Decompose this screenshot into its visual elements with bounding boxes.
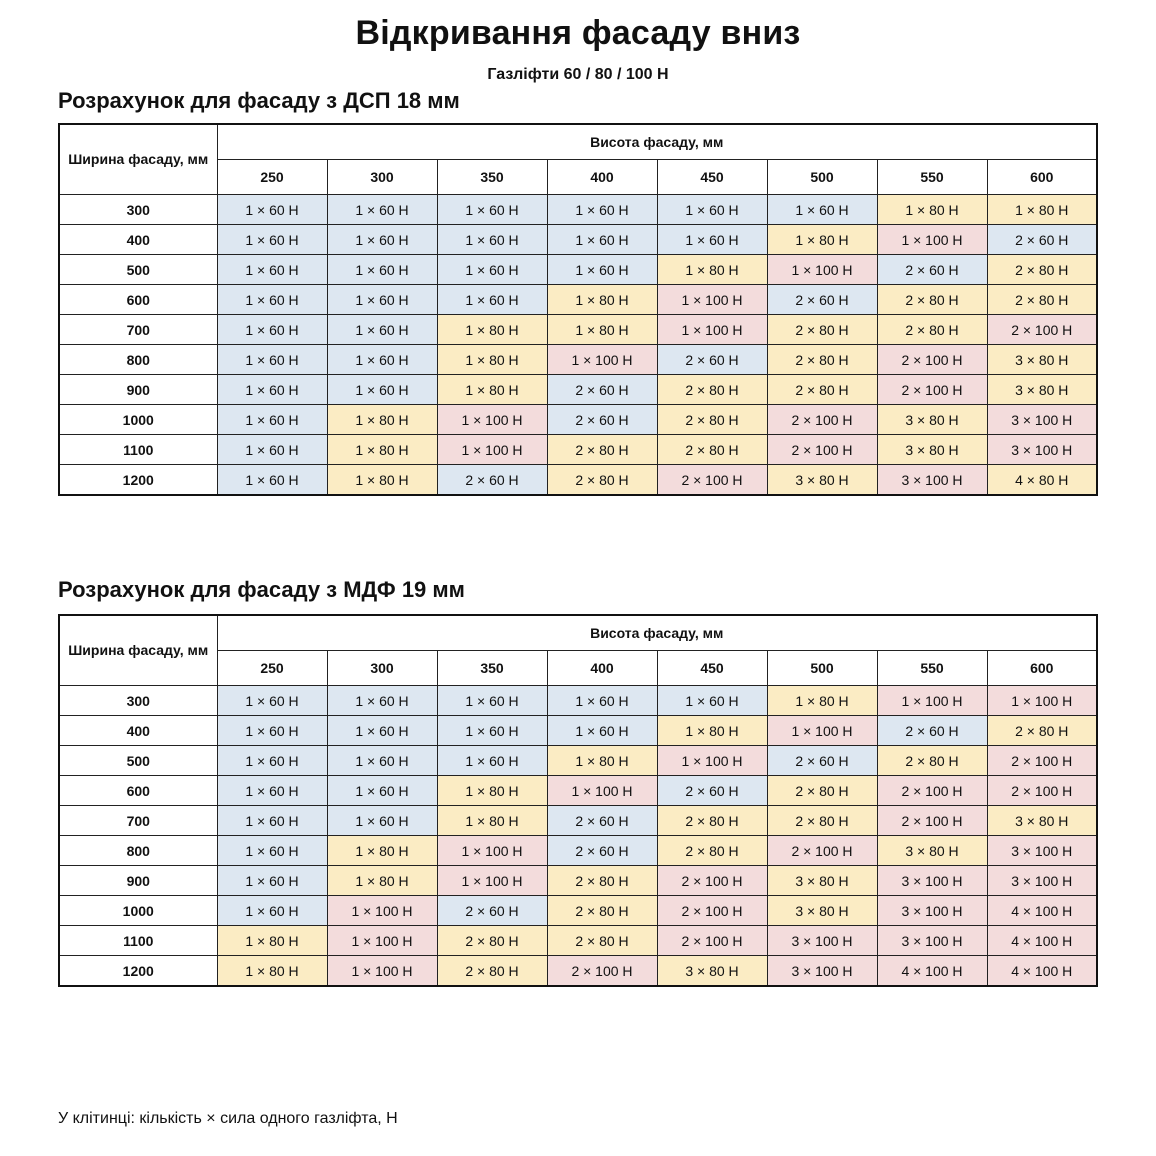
row-header-width: 300 <box>59 686 217 716</box>
column-header-height: 550 <box>877 651 987 686</box>
table-cell: 1 × 60 Н <box>217 776 327 806</box>
section-title-mdf: Розрахунок для фасаду з МДФ 19 мм <box>58 577 465 602</box>
table-cell: 1 × 60 Н <box>437 716 547 746</box>
table-cell: 3 × 80 Н <box>987 345 1097 375</box>
table-cell: 2 × 60 Н <box>987 225 1097 255</box>
table-row <box>59 836 1097 866</box>
table-cell: 1 × 60 Н <box>217 315 327 345</box>
table-cell: 1 × 60 Н <box>657 686 767 716</box>
column-header-height: 350 <box>437 651 547 686</box>
table-cell: 2 × 100 Н <box>657 896 767 926</box>
table-cell: 2 × 80 Н <box>767 776 877 806</box>
table-cell: 1 × 80 Н <box>437 776 547 806</box>
table-cell: 1 × 60 Н <box>217 716 327 746</box>
column-header-height: 400 <box>547 651 657 686</box>
table-cell: 3 × 80 Н <box>767 896 877 926</box>
table-cell: 1 × 60 Н <box>217 375 327 405</box>
column-header-height: 450 <box>657 160 767 195</box>
column-header-height: 350 <box>437 160 547 195</box>
column-header-height: 300 <box>327 651 437 686</box>
table-cell: 1 × 100 Н <box>437 866 547 896</box>
table-row <box>59 866 1097 896</box>
table-cell: 1 × 100 Н <box>547 345 657 375</box>
table-cell: 1 × 100 Н <box>547 776 657 806</box>
table-cell: 1 × 80 Н <box>437 345 547 375</box>
table-cell: 1 × 60 Н <box>217 806 327 836</box>
table-cell: 3 × 100 Н <box>877 926 987 956</box>
table-cell: 2 × 60 Н <box>877 716 987 746</box>
table-row <box>59 806 1097 836</box>
table-cell: 2 × 60 Н <box>767 285 877 315</box>
table-cell: 2 × 100 Н <box>877 375 987 405</box>
table-cell: 2 × 60 Н <box>547 375 657 405</box>
row-header-width: 1200 <box>59 465 217 496</box>
table-cell: 4 × 100 Н <box>987 896 1097 926</box>
table-cell: 2 × 100 Н <box>767 836 877 866</box>
table-cell: 1 × 60 Н <box>547 255 657 285</box>
table-cell: 2 × 80 Н <box>657 375 767 405</box>
table-cell: 1 × 60 Н <box>217 195 327 225</box>
table-cell: 1 × 80 Н <box>327 866 437 896</box>
table-cell: 1 × 60 Н <box>327 746 437 776</box>
table-cell: 1 × 60 Н <box>217 405 327 435</box>
table-cell: 2 × 80 Н <box>767 375 877 405</box>
table-cell: 2 × 80 Н <box>767 345 877 375</box>
table-cell: 1 × 60 Н <box>327 195 437 225</box>
table-cell: 1 × 80 Н <box>657 255 767 285</box>
table-cell: 1 × 80 Н <box>437 315 547 345</box>
row-header-width: 400 <box>59 225 217 255</box>
table-row <box>59 195 1097 225</box>
table-cell: 3 × 100 Н <box>767 956 877 987</box>
table-cell: 4 × 80 Н <box>987 465 1097 496</box>
table-cell: 1 × 60 Н <box>327 716 437 746</box>
column-header-height: 300 <box>327 160 437 195</box>
table-cell: 1 × 100 Н <box>327 896 437 926</box>
table-cell: 1 × 60 Н <box>547 716 657 746</box>
table-cell: 1 × 60 Н <box>437 225 547 255</box>
gas-lift-table-chipboard <box>58 123 1098 496</box>
table-cell: 1 × 100 Н <box>877 686 987 716</box>
header-row-height-title <box>59 615 1097 651</box>
row-header-width: 1100 <box>59 435 217 465</box>
column-header-height: 550 <box>877 160 987 195</box>
table-cell: 1 × 60 Н <box>217 435 327 465</box>
table-cell: 1 × 60 Н <box>437 746 547 776</box>
table-cell: 3 × 80 Н <box>987 375 1097 405</box>
table-cell: 2 × 60 Н <box>767 746 877 776</box>
table-cell: 2 × 60 Н <box>437 465 547 496</box>
table-cell: 2 × 80 Н <box>547 465 657 496</box>
corner-label-width: Ширина фасаду, мм <box>59 124 217 195</box>
table-cell: 1 × 60 Н <box>327 255 437 285</box>
table-cell: 2 × 80 Н <box>657 806 767 836</box>
table-cell: 2 × 100 Н <box>657 866 767 896</box>
table-cell: 2 × 100 Н <box>987 776 1097 806</box>
table-cell: 1 × 80 Н <box>767 686 877 716</box>
row-header-width: 600 <box>59 776 217 806</box>
page-subtitle: Газліфти 60 / 80 / 100 Н <box>487 66 669 83</box>
table-row <box>59 686 1097 716</box>
row-header-width: 900 <box>59 375 217 405</box>
table-cell: 1 × 80 Н <box>547 315 657 345</box>
table-cell: 2 × 100 Н <box>657 465 767 496</box>
table-cell: 1 × 80 Н <box>657 716 767 746</box>
row-header-width: 700 <box>59 315 217 345</box>
row-header-width: 600 <box>59 285 217 315</box>
table-row <box>59 405 1097 435</box>
table-cell: 1 × 80 Н <box>547 746 657 776</box>
table-cell: 2 × 80 Н <box>547 926 657 956</box>
column-header-height: 500 <box>767 651 877 686</box>
table-cell: 2 × 100 Н <box>987 315 1097 345</box>
table-cell: 2 × 80 Н <box>547 866 657 896</box>
table-cell: 3 × 100 Н <box>877 866 987 896</box>
height-header: Висота фасаду, мм <box>217 124 1097 160</box>
table-cell: 1 × 100 Н <box>327 956 437 987</box>
row-header-width: 700 <box>59 806 217 836</box>
row-header-width: 1000 <box>59 896 217 926</box>
table-cell: 1 × 60 Н <box>437 255 547 285</box>
table-cell: 1 × 60 Н <box>217 896 327 926</box>
table-cell: 1 × 100 Н <box>657 285 767 315</box>
column-header-height: 450 <box>657 651 767 686</box>
table-cell: 3 × 80 Н <box>987 806 1097 836</box>
table-cell: 2 × 100 Н <box>877 806 987 836</box>
table-cell: 2 × 100 Н <box>987 746 1097 776</box>
table-cell: 1 × 60 Н <box>217 285 327 315</box>
table-cell: 3 × 80 Н <box>877 405 987 435</box>
table-cell: 1 × 60 Н <box>217 255 327 285</box>
table-cell: 1 × 60 Н <box>657 225 767 255</box>
table-cell: 2 × 80 Н <box>987 255 1097 285</box>
table-cell: 3 × 100 Н <box>877 896 987 926</box>
table-cell: 1 × 60 Н <box>437 285 547 315</box>
table-row <box>59 345 1097 375</box>
table-cell: 2 × 100 Н <box>877 776 987 806</box>
table-cell: 4 × 100 Н <box>987 926 1097 956</box>
table-cell: 1 × 60 Н <box>437 195 547 225</box>
column-header-height: 400 <box>547 160 657 195</box>
table-cell: 3 × 100 Н <box>877 465 987 496</box>
table-cell: 1 × 60 Н <box>217 836 327 866</box>
table-cell: 1 × 60 Н <box>327 686 437 716</box>
table-cell: 1 × 60 Н <box>217 225 327 255</box>
table-cell: 1 × 80 Н <box>877 195 987 225</box>
table-row <box>59 315 1097 345</box>
table-row <box>59 255 1097 285</box>
table-row <box>59 375 1097 405</box>
table-cell: 4 × 100 Н <box>987 956 1097 987</box>
table-row <box>59 926 1097 956</box>
row-header-width: 1000 <box>59 405 217 435</box>
table-cell: 1 × 80 Н <box>547 285 657 315</box>
row-header-width: 500 <box>59 255 217 285</box>
table-cell: 1 × 60 Н <box>437 686 547 716</box>
table-cell: 1 × 60 Н <box>327 315 437 345</box>
table-cell: 3 × 100 Н <box>987 866 1097 896</box>
table-cell: 1 × 100 Н <box>767 716 877 746</box>
table-cell: 1 × 60 Н <box>327 776 437 806</box>
row-header-width: 800 <box>59 345 217 375</box>
table-cell: 2 × 80 Н <box>437 956 547 987</box>
table-cell: 3 × 100 Н <box>987 836 1097 866</box>
table-cell: 2 × 80 Н <box>547 435 657 465</box>
section-title-chipboard: Розрахунок для фасаду з ДСП 18 мм <box>58 88 460 113</box>
table-cell: 2 × 100 Н <box>877 345 987 375</box>
table-cell: 1 × 80 Н <box>987 195 1097 225</box>
table-cell: 2 × 100 Н <box>657 926 767 956</box>
table-cell: 2 × 60 Н <box>437 896 547 926</box>
table-cell: 2 × 60 Н <box>547 836 657 866</box>
table-cell: 2 × 80 Н <box>657 435 767 465</box>
table-cell: 2 × 80 Н <box>987 716 1097 746</box>
table-cell: 2 × 60 Н <box>877 255 987 285</box>
table-cell: 1 × 60 Н <box>327 375 437 405</box>
table-cell: 1 × 60 Н <box>217 345 327 375</box>
table-cell: 1 × 60 Н <box>327 285 437 315</box>
table-row <box>59 896 1097 926</box>
row-header-width: 800 <box>59 836 217 866</box>
gas-lift-table-mdf <box>58 614 1098 987</box>
header-row-height-title <box>59 124 1097 160</box>
table-cell: 1 × 100 Н <box>437 405 547 435</box>
table-cell: 1 × 80 Н <box>437 375 547 405</box>
table-cell: 1 × 100 Н <box>767 255 877 285</box>
table-cell: 2 × 100 Н <box>547 956 657 987</box>
table-cell: 1 × 60 Н <box>217 465 327 496</box>
table-cell: 1 × 60 Н <box>217 866 327 896</box>
table-cell: 3 × 100 Н <box>767 926 877 956</box>
table-cell: 1 × 60 Н <box>327 225 437 255</box>
table-cell: 2 × 100 Н <box>767 435 877 465</box>
table-row <box>59 716 1097 746</box>
table-cell: 2 × 100 Н <box>767 405 877 435</box>
table-cell: 1 × 100 Н <box>327 926 437 956</box>
table-cell: 3 × 80 Н <box>877 435 987 465</box>
table-cell: 2 × 80 Н <box>657 836 767 866</box>
table-cell: 3 × 100 Н <box>987 435 1097 465</box>
table-cell: 2 × 60 Н <box>657 776 767 806</box>
table-cell: 1 × 60 Н <box>657 195 767 225</box>
table-cell: 1 × 60 Н <box>327 345 437 375</box>
row-header-width: 900 <box>59 866 217 896</box>
table-cell: 3 × 80 Н <box>877 836 987 866</box>
table-cell: 1 × 80 Н <box>437 806 547 836</box>
row-header-width: 1100 <box>59 926 217 956</box>
height-header: Висота фасаду, мм <box>217 615 1097 651</box>
table-row <box>59 285 1097 315</box>
page-title: Відкривання фасаду вниз <box>355 14 801 52</box>
column-header-height: 250 <box>217 160 327 195</box>
table-row <box>59 225 1097 255</box>
table-cell: 2 × 60 Н <box>547 806 657 836</box>
footnote: У клітинці: кількість × сила одного газліфта, Н <box>58 1110 398 1127</box>
row-header-width: 500 <box>59 746 217 776</box>
table-cell: 1 × 100 Н <box>657 315 767 345</box>
table-cell: 2 × 80 Н <box>657 405 767 435</box>
corner-label-width: Ширина фасаду, мм <box>59 615 217 686</box>
table-cell: 1 × 80 Н <box>327 435 437 465</box>
table-cell: 1 × 80 Н <box>327 465 437 496</box>
table-cell: 2 × 80 Н <box>877 285 987 315</box>
table-cell: 2 × 80 Н <box>437 926 547 956</box>
table-cell: 3 × 100 Н <box>987 405 1097 435</box>
table-cell: 1 × 80 Н <box>217 926 327 956</box>
table-cell: 1 × 80 Н <box>327 405 437 435</box>
table-cell: 2 × 80 Н <box>877 746 987 776</box>
column-header-height: 250 <box>217 651 327 686</box>
table-row <box>59 465 1097 496</box>
table-row <box>59 435 1097 465</box>
table-cell: 1 × 100 Н <box>877 225 987 255</box>
table-cell: 2 × 80 Н <box>987 285 1097 315</box>
table-cell: 1 × 80 Н <box>217 956 327 987</box>
table-cell: 1 × 60 Н <box>217 746 327 776</box>
table-cell: 1 × 100 Н <box>657 746 767 776</box>
table-cell: 2 × 80 Н <box>767 806 877 836</box>
table-cell: 4 × 100 Н <box>877 956 987 987</box>
table-row <box>59 746 1097 776</box>
table-cell: 1 × 60 Н <box>217 686 327 716</box>
table-cell: 1 × 80 Н <box>767 225 877 255</box>
table-cell: 2 × 60 Н <box>547 405 657 435</box>
row-header-width: 300 <box>59 195 217 225</box>
table-cell: 2 × 80 Н <box>547 896 657 926</box>
table-cell: 1 × 80 Н <box>327 836 437 866</box>
row-header-width: 400 <box>59 716 217 746</box>
table-cell: 2 × 60 Н <box>657 345 767 375</box>
table-cell: 3 × 80 Н <box>767 866 877 896</box>
column-header-height: 500 <box>767 160 877 195</box>
table-cell: 1 × 60 Н <box>547 225 657 255</box>
table-cell: 1 × 60 Н <box>547 686 657 716</box>
table-cell: 1 × 100 Н <box>437 836 547 866</box>
table-row <box>59 956 1097 987</box>
column-header-height: 600 <box>987 651 1097 686</box>
table-cell: 2 × 80 Н <box>877 315 987 345</box>
table-cell: 1 × 60 Н <box>327 806 437 836</box>
row-header-width: 1200 <box>59 956 217 987</box>
column-header-height: 600 <box>987 160 1097 195</box>
table-cell: 1 × 100 Н <box>987 686 1097 716</box>
table-cell: 3 × 80 Н <box>657 956 767 987</box>
table-cell: 1 × 100 Н <box>437 435 547 465</box>
table-cell: 3 × 80 Н <box>767 465 877 496</box>
table-cell: 2 × 80 Н <box>767 315 877 345</box>
table-cell: 1 × 60 Н <box>547 195 657 225</box>
table-row <box>59 776 1097 806</box>
table-cell: 1 × 60 Н <box>767 195 877 225</box>
